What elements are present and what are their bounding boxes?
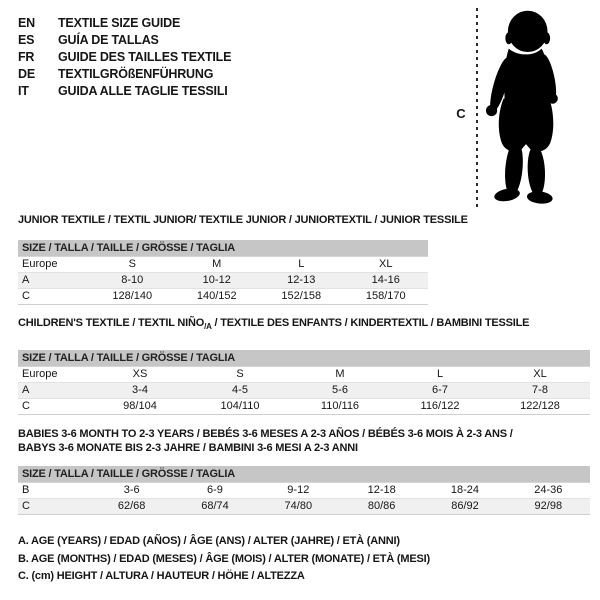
table-cell: 98/104 <box>123 400 157 413</box>
table-cell: XL <box>379 258 393 270</box>
babies-table <box>18 466 590 515</box>
legend-note: B. AGE (MONTHS) / EDAD (MESES) / ÂGE (MOIS) / ALTER (MONATE) / ETÀ (MESI) <box>18 552 430 565</box>
junior-title: JUNIOR TEXTILE / TEXTIL JUNIOR/ TEXTILE JUNIOR / JUNIORTEXTIL / JUNIOR TESSILE <box>18 214 468 226</box>
children-section <box>18 316 590 415</box>
language-code: IT <box>18 84 29 98</box>
children-title-prefix: CHILDREN'S TEXTILE / TEXTIL NIÑO <box>18 317 205 329</box>
junior-section <box>18 213 590 305</box>
table-cell: 62/68 <box>117 500 146 513</box>
table-cell: 3-6 <box>123 484 140 497</box>
children-table-body <box>18 366 590 415</box>
table-cell: 7-8 <box>532 384 548 397</box>
size-header: SIZE / TALLA / TAILLE / GRÖSSE / TAGLIA <box>18 466 590 482</box>
baby-figure <box>450 6 595 216</box>
language-code: FR <box>18 50 35 64</box>
table-cell: 128/140 <box>112 290 153 302</box>
language-title: GUIDE DES TAILLES TEXTILE <box>58 50 232 64</box>
table-cell: 74/80 <box>284 500 313 513</box>
row-label: A <box>22 384 30 397</box>
table-cell: XL <box>533 368 547 381</box>
table-cell: 4-5 <box>232 384 248 397</box>
table-cell: L <box>436 368 444 381</box>
language-row <box>18 15 348 32</box>
table-cell: 6-7 <box>432 384 448 397</box>
language-title: GUÍA DE TALLAS <box>58 33 159 47</box>
baby-silhouette-icon <box>481 9 571 207</box>
language-title: GUIDA ALLE TAGLIE TESSILI <box>58 84 228 98</box>
table-cell: 9-12 <box>287 484 310 497</box>
table-row <box>18 272 428 288</box>
table-cell: 86/92 <box>451 500 479 513</box>
language-row <box>18 49 348 66</box>
junior-table-body <box>18 256 428 305</box>
table-cell: 6-9 <box>207 484 223 497</box>
table-cell: M <box>335 368 345 381</box>
language-code: DE <box>18 67 35 81</box>
table-row <box>18 398 590 414</box>
table-cell: 68/74 <box>201 500 229 513</box>
table-cell: 24-36 <box>534 484 563 497</box>
table-row <box>18 288 428 304</box>
table-cell: 12-13 <box>287 274 316 286</box>
row-label: B <box>22 484 30 497</box>
table-cell: 5-6 <box>332 384 348 397</box>
size-header: SIZE / TALLA / TAILLE / GRÖSSE / TAGLIA <box>18 350 590 366</box>
language-code: ES <box>18 33 35 47</box>
table-cell: S <box>128 258 136 270</box>
table-cell: 18-24 <box>450 484 480 497</box>
table-cell: 92/98 <box>534 500 563 513</box>
row-label: Europe <box>22 368 58 381</box>
children-title <box>18 316 590 334</box>
children-title-suffix: / TEXTILE DES ENFANTS / KINDERTEXTIL / BAMBINI TESSILE <box>211 317 530 329</box>
language-title: TEXTILGRÖßENFÜHRUNG <box>58 67 214 81</box>
legend-note: C. (cm) HEIGHT / ALTURA / HAUTEUR / HÖHE / ALTEZZA <box>18 570 305 583</box>
language-list <box>18 15 348 100</box>
legend-notes <box>18 533 590 586</box>
table-cell: 80/86 <box>367 500 396 513</box>
language-title: TEXTILE SIZE GUIDE <box>58 16 181 30</box>
babies-title <box>18 427 590 455</box>
height-measure-label: C <box>456 106 466 121</box>
table-cell: 10-12 <box>202 274 231 286</box>
row-label: C <box>22 400 30 413</box>
row-label: C <box>22 290 30 302</box>
table-cell: XS <box>132 368 148 381</box>
table-row <box>18 366 590 382</box>
babies-section <box>18 427 590 515</box>
table-cell: M <box>212 258 222 270</box>
table-cell: 116/122 <box>420 400 460 413</box>
size-header: SIZE / TALLA / TAILLE / GRÖSSE / TAGLIA <box>18 240 428 256</box>
table-cell: 140/152 <box>196 290 237 302</box>
table-cell: 152/158 <box>281 290 322 302</box>
row-label: A <box>22 274 30 286</box>
table-cell: 158/170 <box>365 290 406 302</box>
language-row <box>18 66 348 83</box>
table-row <box>18 482 590 498</box>
table-cell: 8-10 <box>121 274 144 286</box>
table-cell: 14-16 <box>371 274 400 286</box>
babies-title-line1: BABIES 3-6 MONTH TO 2-3 YEARS / BEBÉS 3-6 MESES A 2-3 AÑOS / BÉBÉS 3-6 MOIS À 2-3 ANS / <box>18 428 513 441</box>
row-label: C <box>22 500 30 513</box>
table-row <box>18 498 590 514</box>
language-row <box>18 32 348 49</box>
legend-note: A. AGE (YEARS) / EDAD (AÑOS) / ÂGE (ANS) / ALTER (JAHRE) / ETÀ (ANNI) <box>18 535 400 548</box>
children-title-subscript: /A <box>204 322 212 332</box>
table-cell: S <box>236 368 244 381</box>
table-row <box>18 382 590 398</box>
table-cell: 122/128 <box>520 400 560 413</box>
babies-table-body <box>18 482 590 515</box>
height-measure-line <box>476 8 478 210</box>
table-cell: 12-18 <box>367 484 396 497</box>
children-table <box>18 350 590 415</box>
babies-title-line2: BABYS 3-6 MONATE BIS 2-3 JAHRE / BAMBINI 3-6 MESI A 2-3 ANNI <box>18 442 358 455</box>
language-row <box>18 83 348 100</box>
table-cell: L <box>298 258 305 270</box>
junior-table <box>18 240 428 305</box>
table-cell: 3-4 <box>132 384 148 397</box>
row-label: Europe <box>22 258 58 270</box>
language-code: EN <box>18 16 35 30</box>
table-cell: 104/110 <box>220 400 260 413</box>
table-cell: 110/116 <box>320 400 360 413</box>
table-row <box>18 256 428 272</box>
